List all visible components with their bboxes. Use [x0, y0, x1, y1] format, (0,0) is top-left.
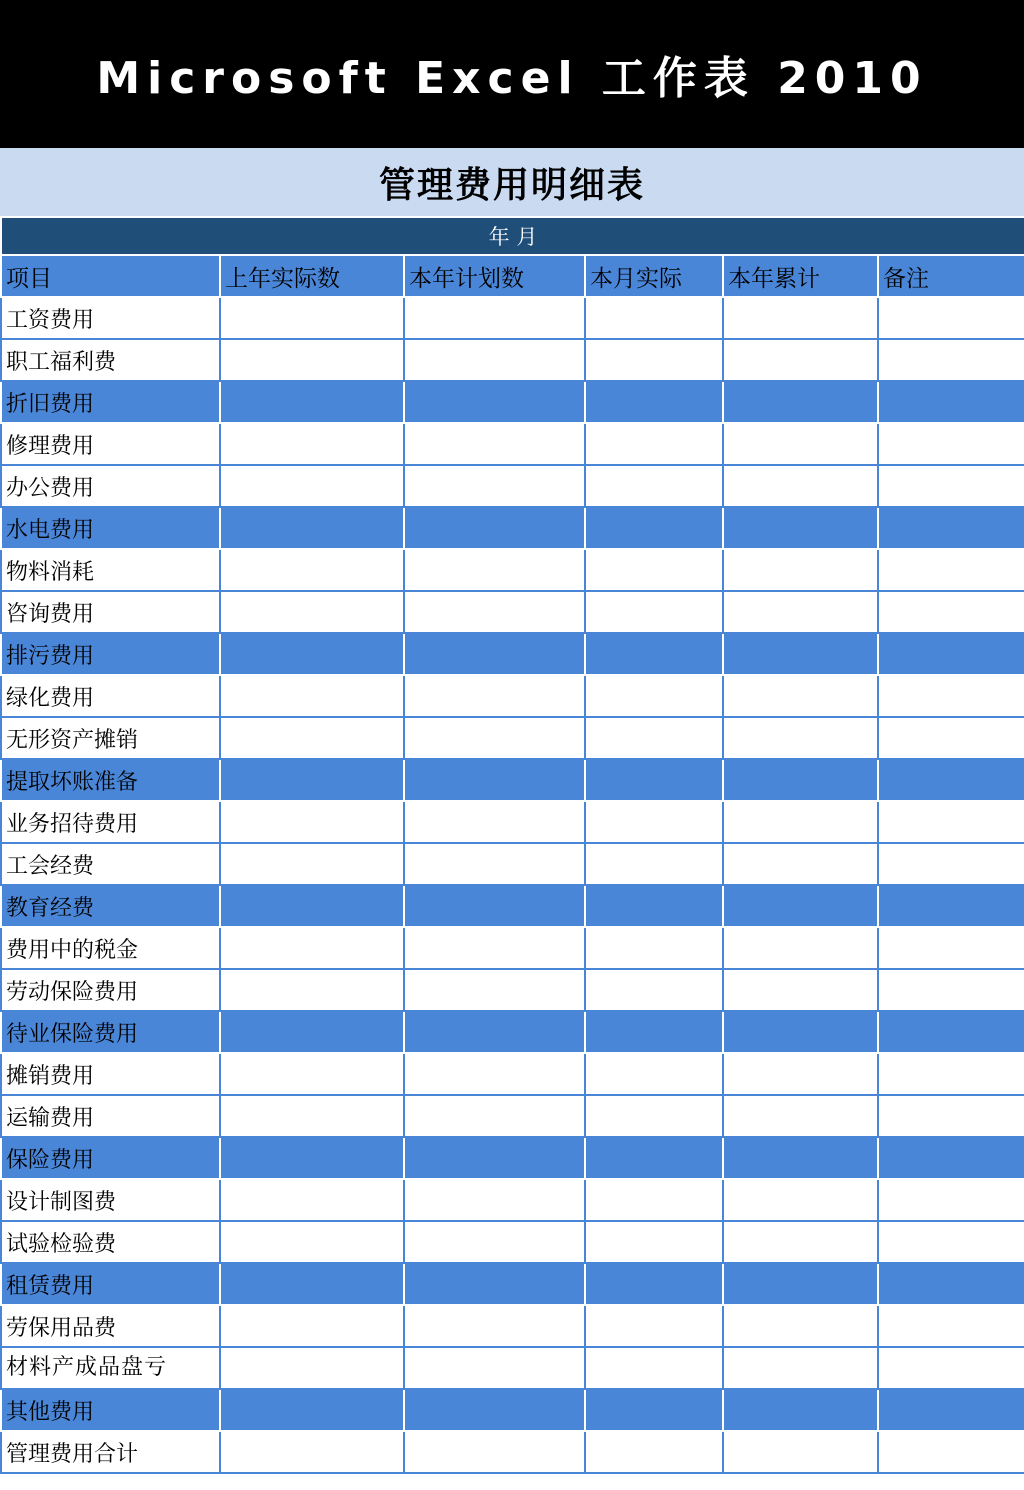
cell-this-month-actual[interactable] — [585, 1011, 723, 1053]
cell-year-to-date[interactable] — [723, 339, 878, 381]
table-row — [1, 381, 1024, 423]
cell-year-to-date[interactable] — [723, 1221, 878, 1263]
table-row — [1, 423, 1024, 465]
cell-this-year-plan[interactable] — [404, 717, 585, 759]
cell-this-year-plan[interactable] — [404, 1095, 585, 1137]
cell-remarks[interactable] — [878, 297, 1024, 339]
cell-this-year-plan[interactable] — [404, 1053, 585, 1095]
cell-this-month-actual[interactable] — [585, 633, 723, 675]
cell-last-year-actual[interactable] — [220, 675, 404, 717]
cell-last-year-actual[interactable] — [220, 717, 404, 759]
cell-this-year-plan[interactable] — [404, 1179, 585, 1221]
cell-this-month-actual[interactable] — [585, 1179, 723, 1221]
cell-this-year-plan[interactable] — [404, 1011, 585, 1053]
table-row — [1, 633, 1024, 675]
row-label: 办公费用 — [1, 465, 220, 507]
cell-this-year-plan[interactable] — [404, 759, 585, 801]
cell-year-to-date[interactable] — [723, 1179, 878, 1221]
table-row — [1, 507, 1024, 549]
cell-last-year-actual[interactable] — [220, 1011, 404, 1053]
row-label: 提取坏账准备 — [1, 759, 220, 801]
table-row — [1, 1011, 1024, 1053]
cell-remarks[interactable] — [878, 801, 1024, 843]
cell-this-month-actual[interactable] — [585, 1431, 723, 1473]
row-label: 材料产成品盘亏 — [1, 1347, 220, 1389]
cell-remarks[interactable] — [878, 507, 1024, 549]
cell-this-month-actual[interactable] — [585, 801, 723, 843]
cell-this-month-actual[interactable] — [585, 591, 723, 633]
cell-this-year-plan[interactable] — [404, 297, 585, 339]
cell-year-to-date[interactable] — [723, 1305, 878, 1347]
table-row — [1, 801, 1024, 843]
cell-last-year-actual[interactable] — [220, 1221, 404, 1263]
column-header-last-year-actual: 上年实际数 — [220, 255, 404, 297]
cell-last-year-actual[interactable] — [220, 549, 404, 591]
row-label: 绿化费用 — [1, 675, 220, 717]
cell-this-month-actual[interactable] — [585, 717, 723, 759]
cell-this-year-plan[interactable] — [404, 927, 585, 969]
cell-this-month-actual[interactable] — [585, 1221, 723, 1263]
column-header-item: 项目 — [1, 255, 220, 297]
row-label: 其他费用 — [1, 1389, 220, 1431]
cell-year-to-date[interactable] — [723, 1053, 878, 1095]
row-label: 水电费用 — [1, 507, 220, 549]
cell-this-month-actual[interactable] — [585, 1347, 723, 1389]
row-label: 劳保用品费 — [1, 1305, 220, 1347]
cell-last-year-actual[interactable] — [220, 1263, 404, 1305]
cell-year-to-date[interactable] — [723, 423, 878, 465]
row-label: 运输费用 — [1, 1095, 220, 1137]
table-row — [1, 297, 1024, 339]
row-label: 职工福利费 — [1, 339, 220, 381]
table-row — [1, 1263, 1024, 1305]
cell-this-year-plan[interactable] — [404, 549, 585, 591]
cell-year-to-date[interactable] — [723, 591, 878, 633]
cell-this-year-plan[interactable] — [404, 423, 585, 465]
row-label: 修理费用 — [1, 423, 220, 465]
cell-this-year-plan[interactable] — [404, 801, 585, 843]
cell-remarks[interactable] — [878, 423, 1024, 465]
cell-last-year-actual[interactable] — [220, 297, 404, 339]
cell-this-year-plan[interactable] — [404, 1389, 585, 1431]
row-label: 租赁费用 — [1, 1263, 220, 1305]
table-row — [1, 339, 1024, 381]
cell-remarks[interactable] — [878, 1263, 1024, 1305]
cell-year-to-date[interactable] — [723, 1263, 878, 1305]
column-header-this-year-plan: 本年计划数 — [404, 255, 585, 297]
cell-this-month-actual[interactable] — [585, 507, 723, 549]
cell-remarks[interactable] — [878, 1305, 1024, 1347]
table-row — [1, 717, 1024, 759]
row-label: 折旧费用 — [1, 381, 220, 423]
cell-this-year-plan[interactable] — [404, 591, 585, 633]
cell-this-month-actual[interactable] — [585, 423, 723, 465]
table-row — [1, 1305, 1024, 1347]
page-title: 管理费用明细表 — [378, 164, 645, 206]
cell-remarks[interactable] — [878, 843, 1024, 885]
cell-last-year-actual[interactable] — [220, 339, 404, 381]
cell-remarks[interactable] — [878, 465, 1024, 507]
cell-remarks[interactable] — [878, 1179, 1024, 1221]
cell-remarks[interactable] — [878, 633, 1024, 675]
cell-year-to-date[interactable] — [723, 1095, 878, 1137]
cell-last-year-actual[interactable] — [220, 1053, 404, 1095]
cell-remarks[interactable] — [878, 1095, 1024, 1137]
cell-remarks[interactable] — [878, 1431, 1024, 1473]
cell-this-month-actual[interactable] — [585, 1263, 723, 1305]
cell-year-to-date[interactable] — [723, 1011, 878, 1053]
table-row — [1, 759, 1024, 801]
cell-this-month-actual[interactable] — [585, 381, 723, 423]
cell-year-to-date[interactable] — [723, 969, 878, 1011]
table-row — [1, 1053, 1024, 1095]
row-label: 排污费用 — [1, 633, 220, 675]
expense-table — [0, 216, 1024, 1474]
cell-last-year-actual[interactable] — [220, 381, 404, 423]
cell-year-to-date[interactable] — [723, 801, 878, 843]
cell-remarks[interactable] — [878, 339, 1024, 381]
cell-last-year-actual[interactable] — [220, 1137, 404, 1179]
cell-year-to-date[interactable] — [723, 1347, 878, 1389]
row-label: 劳动保险费用 — [1, 969, 220, 1011]
cell-last-year-actual[interactable] — [220, 843, 404, 885]
cell-last-year-actual[interactable] — [220, 1431, 404, 1473]
cell-this-year-plan[interactable] — [404, 843, 585, 885]
cell-year-to-date[interactable] — [723, 885, 878, 927]
row-label: 无形资产摊销 — [1, 717, 220, 759]
row-label: 待业保险费用 — [1, 1011, 220, 1053]
cell-this-year-plan[interactable] — [404, 1305, 585, 1347]
cell-this-year-plan[interactable] — [404, 969, 585, 1011]
cell-last-year-actual[interactable] — [220, 1305, 404, 1347]
cell-year-to-date[interactable] — [723, 549, 878, 591]
cell-this-month-actual[interactable] — [585, 297, 723, 339]
cell-remarks[interactable] — [878, 1053, 1024, 1095]
cell-last-year-actual[interactable] — [220, 885, 404, 927]
banner — [0, 0, 1024, 148]
table-row — [1, 1095, 1024, 1137]
cell-this-month-actual[interactable] — [585, 969, 723, 1011]
cell-this-month-actual[interactable] — [585, 1305, 723, 1347]
cell-remarks[interactable] — [878, 969, 1024, 1011]
spreadsheet — [0, 148, 1024, 1474]
row-label: 设计制图费 — [1, 1179, 220, 1221]
cell-year-to-date[interactable] — [723, 381, 878, 423]
cell-last-year-actual[interactable] — [220, 465, 404, 507]
cell-year-to-date[interactable] — [723, 927, 878, 969]
cell-last-year-actual[interactable] — [220, 1347, 404, 1389]
cell-remarks[interactable] — [878, 1347, 1024, 1389]
table-row — [1, 549, 1024, 591]
row-label: 工会经费 — [1, 843, 220, 885]
cell-year-to-date[interactable] — [723, 1389, 878, 1431]
table-header-row — [1, 255, 1024, 297]
row-label: 工资费用 — [1, 297, 220, 339]
table-body — [1, 217, 1024, 1473]
cell-remarks[interactable] — [878, 381, 1024, 423]
cell-last-year-actual[interactable] — [220, 507, 404, 549]
cell-last-year-actual[interactable] — [220, 1179, 404, 1221]
cell-this-year-plan[interactable] — [404, 465, 585, 507]
cell-year-to-date[interactable] — [723, 1431, 878, 1473]
table-row — [1, 843, 1024, 885]
cell-this-year-plan[interactable] — [404, 1347, 585, 1389]
cell-remarks[interactable] — [878, 1389, 1024, 1431]
cell-this-year-plan[interactable] — [404, 885, 585, 927]
table-row — [1, 1347, 1024, 1389]
cell-remarks[interactable] — [878, 1011, 1024, 1053]
cell-this-year-plan[interactable] — [404, 633, 585, 675]
cell-this-year-plan[interactable] — [404, 1137, 585, 1179]
cell-last-year-actual[interactable] — [220, 801, 404, 843]
column-header-remarks: 备注 — [878, 255, 1024, 297]
table-row — [1, 591, 1024, 633]
cell-last-year-actual[interactable] — [220, 1389, 404, 1431]
cell-last-year-actual[interactable] — [220, 1095, 404, 1137]
cell-remarks[interactable] — [878, 927, 1024, 969]
cell-remarks[interactable] — [878, 1137, 1024, 1179]
cell-this-month-actual[interactable] — [585, 759, 723, 801]
cell-year-to-date[interactable] — [723, 843, 878, 885]
table-row — [1, 1179, 1024, 1221]
column-header-this-month-actual: 本月实际 — [585, 255, 723, 297]
document-title-row — [0, 148, 1024, 216]
cell-last-year-actual[interactable] — [220, 591, 404, 633]
cell-year-to-date[interactable] — [723, 465, 878, 507]
cell-remarks[interactable] — [878, 1221, 1024, 1263]
cell-this-year-plan[interactable] — [404, 381, 585, 423]
table-row — [1, 675, 1024, 717]
cell-remarks[interactable] — [878, 675, 1024, 717]
cell-last-year-actual[interactable] — [220, 759, 404, 801]
cell-remarks[interactable] — [878, 591, 1024, 633]
cell-this-month-actual[interactable] — [585, 1095, 723, 1137]
cell-year-to-date[interactable] — [723, 507, 878, 549]
cell-this-month-actual[interactable] — [585, 927, 723, 969]
cell-this-month-actual[interactable] — [585, 1389, 723, 1431]
cell-this-month-actual[interactable] — [585, 1137, 723, 1179]
cell-this-year-plan[interactable] — [404, 675, 585, 717]
table-row — [1, 1389, 1024, 1431]
cell-this-month-actual[interactable] — [585, 885, 723, 927]
cell-year-to-date[interactable] — [723, 1137, 878, 1179]
cell-year-to-date[interactable] — [723, 297, 878, 339]
row-label: 试验检验费 — [1, 1221, 220, 1263]
cell-year-to-date[interactable] — [723, 717, 878, 759]
cell-last-year-actual[interactable] — [220, 969, 404, 1011]
period-label: 年 月 — [1, 217, 1024, 255]
table-row — [1, 1221, 1024, 1263]
cell-this-year-plan[interactable] — [404, 339, 585, 381]
cell-last-year-actual[interactable] — [220, 423, 404, 465]
column-header-year-to-date: 本年累计 — [723, 255, 878, 297]
cell-last-year-actual[interactable] — [220, 927, 404, 969]
cell-this-month-actual[interactable] — [585, 675, 723, 717]
banner-title: Microsoft Excel 工作表 2010 — [96, 53, 928, 104]
cell-last-year-actual[interactable] — [220, 633, 404, 675]
cell-this-month-actual[interactable] — [585, 1053, 723, 1095]
row-label: 费用中的税金 — [1, 927, 220, 969]
row-label: 保险费用 — [1, 1137, 220, 1179]
cell-this-month-actual[interactable] — [585, 843, 723, 885]
cell-year-to-date[interactable] — [723, 759, 878, 801]
cell-remarks[interactable] — [878, 885, 1024, 927]
table-row — [1, 1137, 1024, 1179]
cell-year-to-date[interactable] — [723, 675, 878, 717]
cell-this-month-actual[interactable] — [585, 549, 723, 591]
row-label: 业务招待费用 — [1, 801, 220, 843]
cell-remarks[interactable] — [878, 549, 1024, 591]
row-label: 管理费用合计 — [1, 1431, 220, 1473]
table-row — [1, 1431, 1024, 1473]
row-label: 摊销费用 — [1, 1053, 220, 1095]
row-label: 教育经费 — [1, 885, 220, 927]
cell-remarks[interactable] — [878, 759, 1024, 801]
cell-this-month-actual[interactable] — [585, 339, 723, 381]
table-row — [1, 969, 1024, 1011]
cell-this-year-plan[interactable] — [404, 507, 585, 549]
period-row — [1, 217, 1024, 255]
cell-year-to-date[interactable] — [723, 633, 878, 675]
table-row — [1, 885, 1024, 927]
cell-this-year-plan[interactable] — [404, 1263, 585, 1305]
row-label: 物料消耗 — [1, 549, 220, 591]
cell-this-month-actual[interactable] — [585, 465, 723, 507]
cell-this-year-plan[interactable] — [404, 1221, 585, 1263]
cell-this-year-plan[interactable] — [404, 1431, 585, 1473]
cell-remarks[interactable] — [878, 717, 1024, 759]
row-label: 咨询费用 — [1, 591, 220, 633]
table-row — [1, 927, 1024, 969]
table-row — [1, 465, 1024, 507]
